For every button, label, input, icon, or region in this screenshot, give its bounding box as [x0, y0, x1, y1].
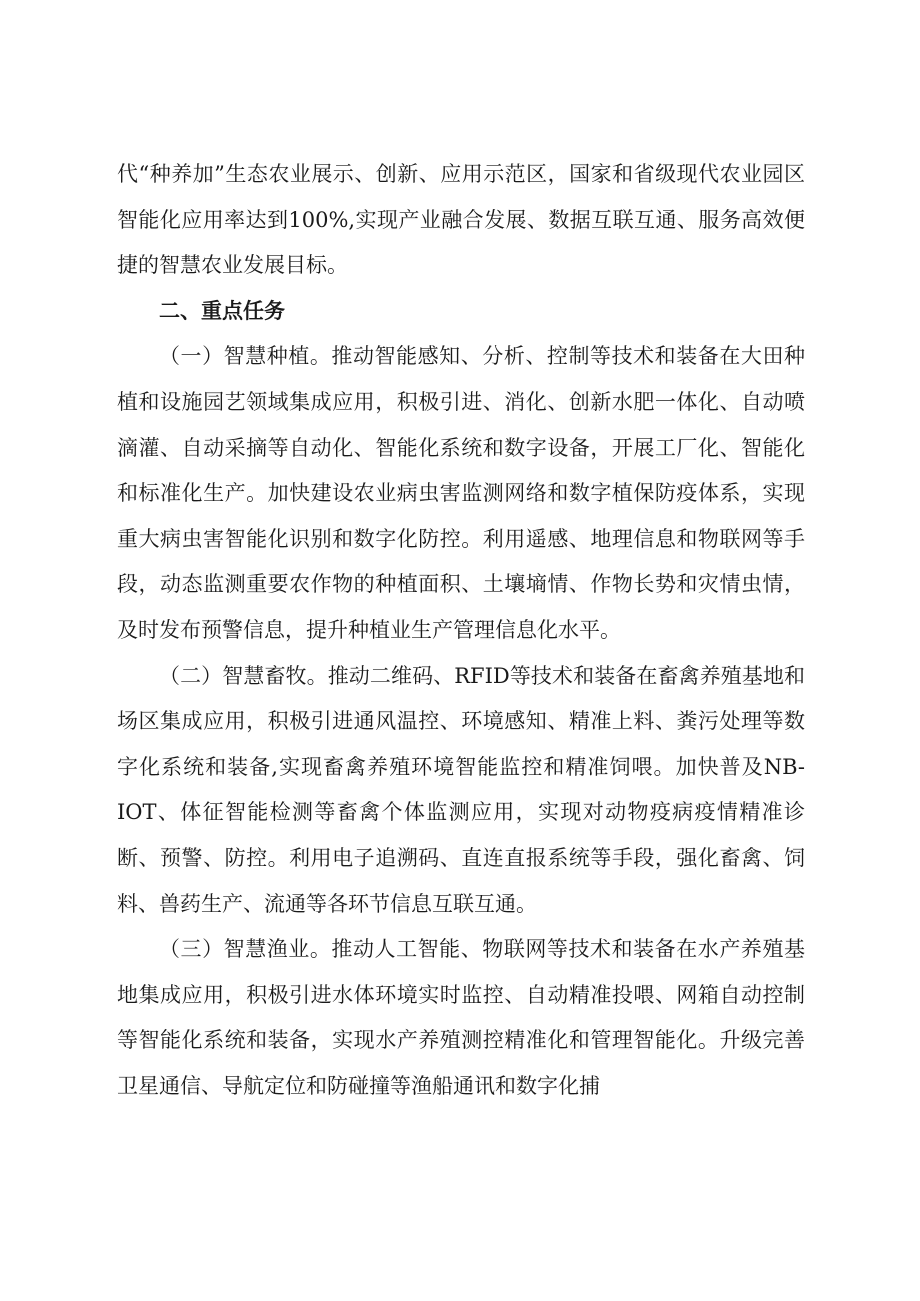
paragraph-smart-livestock: （二）智慧畜牧。推动二维码、RFID等技术和装备在畜禽养殖基地和场区集成应用，积极引进通风温控、环境感知、精准上料、粪污处理等数字化系统和装备,实现畜禽养殖环境智能监控和精准饲喂。加快普及NB-IOT、体征智能检测等畜禽个体监测应用，实现对动物疫病疫情精准诊断、预警、防控。利用电子追溯码、直连直报系统等手段，强化畜禽、饲料、兽药生产、流通等各环节信息互联互通。 — [117, 663, 805, 916]
paragraph-smart-planting: （一）智慧种植。推动智能感知、分析、控制等技术和装备在大田种植和设施园艺领域集成应用，积极引进、消化、创新水肥一体化、自动喷滴灌、自动采摘等自动化、智能化系统和数字设备，开展工厂化、智能化和标准化生产。加快建设农业病虫害监测网络和数字植保防疫体系，实现重大病虫害智能化识别和数字化防控。利用遥感、地理信息和物联网等手段，动态监测重要农作物的种植面积、土壤墒情、作物长势和灾情虫情，及时发布预警信息，提升种植业生产管理信息化水平。 — [117, 344, 805, 642]
section-heading-key-tasks: 二、重点任务 — [159, 298, 285, 323]
paragraph-smart-fishery: （三）智慧渔业。推动人工智能、物联网等技术和装备在水产养殖基地集成应用，积极引进水体环境实时监控、自动精准投喂、网箱自动控制等智能化系统和装备，实现水产养殖测控精准化和管理智能化。升级完善卫星通信、导航定位和防碰撞等渔船通讯和数字化捕 — [117, 937, 805, 1098]
paragraph-intro-continuation: 代“种养加”生态农业展示、创新、应用示范区，国家和省级现代农业园区智能化应用率达到100%,实现产业融合发展、数据互联互通、服务高效便捷的智慧农业发展目标。 — [117, 162, 805, 278]
document-body — [117, 152, 805, 1109]
